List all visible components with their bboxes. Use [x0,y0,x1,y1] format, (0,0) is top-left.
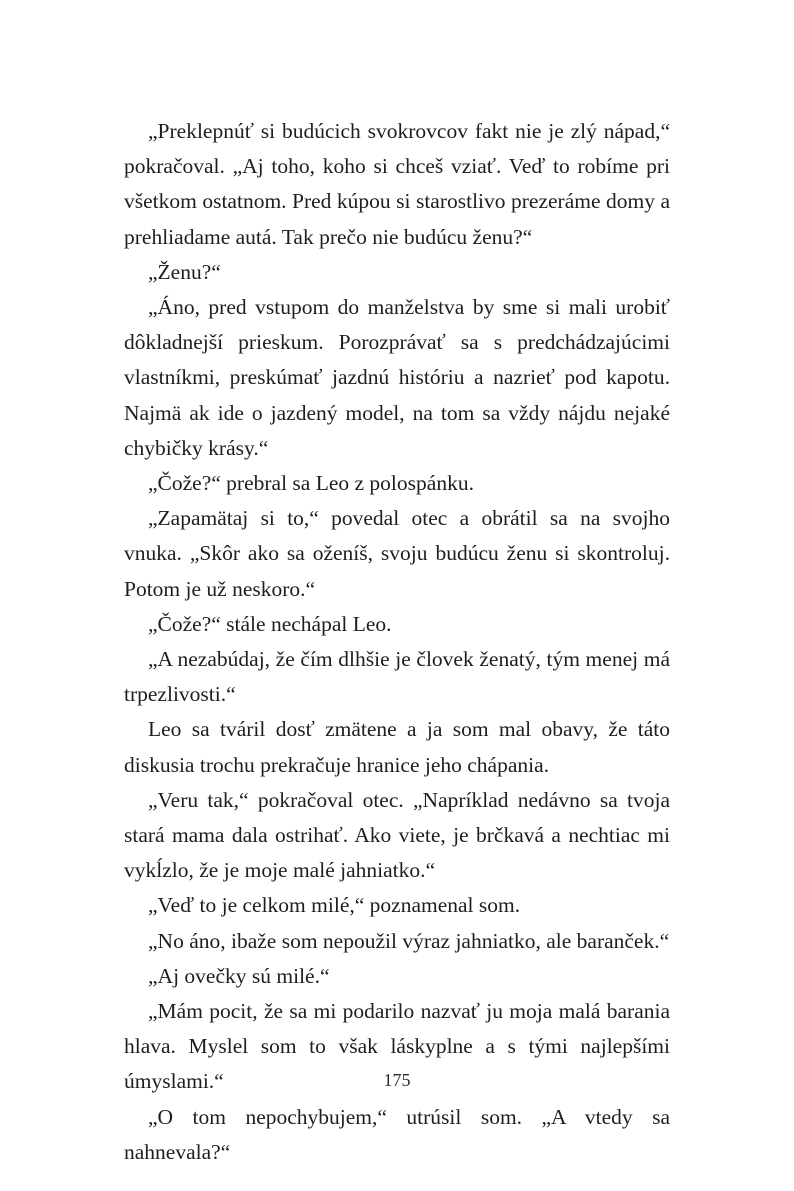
paragraph: „O tom nepochybujem,“ utrúsil som. „A vtedy sa nahnevala?“ [124,1104,670,1164]
paragraph: „Preklepnúť si budúcich svokrovcov fakt nie je zlý nápad,“ pokračoval. „Aj toho, koho si chceš vziať. Veď to robíme pri všetkom ostatnom. Pred kúpou si starostlivo prezeráme domy a prehliadame autá. Tak prečo nie budúcu ženu?“ [124,119,670,249]
paragraph: „Čože?“ stále nechápal Leo. [148,611,392,636]
paragraph: „A nezabúdaj, že čím dlhšie je človek ženatý, tým menej má trpezlivosti.“ [124,647,670,707]
paragraph: „Zapamätaj si to,“ povedal otec a obrátil sa na svojho vnuka. „Skôr ako sa oženíš, svoju budúcu ženu si skontroluj. Potom je už neskoro.“ [124,506,670,601]
paragraph: „Veru tak,“ pokračoval otec. „Napríklad nedávno sa tvoja stará mama dala ostrihať. Ako viete, je brčkavá a nechtiac mi vykĺzlo, že je moje malé jahniatko.“ [124,787,670,883]
paragraph: „Ženu?“ [148,259,221,284]
body-text [124,114,670,1170]
paragraph: „Čože?“ prebral sa Leo z polospánku. [148,471,474,496]
paragraph: „Mám pocit, že sa mi podarilo nazvať ju moja malá barania hlava. Myslel som to však láskyplne a s tými najlepšími úmyslami.“ [124,999,670,1094]
page-number: 175 [383,1070,411,1090]
paragraph: „Veď to je celkom milé,“ poznamenal som. [148,893,521,918]
paragraph: „No áno, ibaže som nepoužil výraz jahniatko, ale baranček.“ [148,928,670,953]
paragraph: Leo sa tváril dosť zmätene a ja som mal obavy, že táto diskusia trochu prekračuje hranice jeho chápania. [124,717,670,777]
paragraph: „Aj ovečky sú milé.“ [148,963,330,988]
paragraph: „Áno, pred vstupom do manželstva by sme si mali urobiť dôkladnejší prieskum. Porozprávať sa s predchádzajúcimi vlastníkmi, preskúmať jazdnú históriu a nazrieť pod kapotu. Najmä ak ide o jazdený model, na tom sa vždy nájdu nejaké chybičky krásy.“ [124,295,670,460]
